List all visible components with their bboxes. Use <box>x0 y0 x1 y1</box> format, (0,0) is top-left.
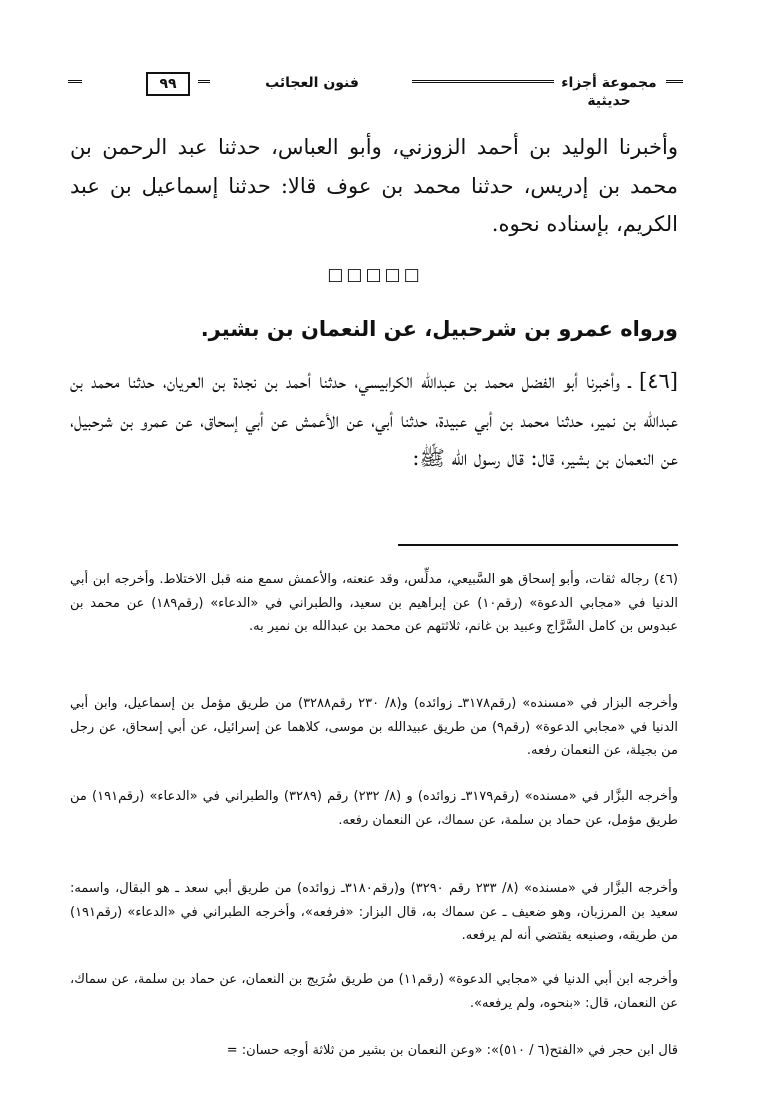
footnote: وأخرجه ابن أبي الدنيا في «مجابي الدعوة» (رقم١١) من طريق سُرَيج بن النعمان، عن حماد بن سلمة، عن سماك، عن النعمان، قال: «بنحوه، ولم يرفعه». <box>70 972 678 1011</box>
page-number: ٩٩ <box>146 72 190 96</box>
running-header <box>68 74 683 109</box>
header-rule <box>68 80 82 83</box>
footnote-separator <box>398 544 678 546</box>
book-title: فنون العجائب <box>265 75 359 91</box>
section-heading: ورواه عمرو بن شرحبيل، عن النعمان بن بشير. <box>200 317 678 341</box>
section-ornament: □□□□□ <box>327 265 423 285</box>
header-rule <box>412 80 554 83</box>
hadith-text: ـ وأخبرنا أبو الفضل محمد بن عبدالله الكرابيسي، حدثنا أحمد بن نجدة بن العريان، حدثنا محمد بن عبدالله بن نمير، حدثنا محمد بن أبي عبيدة، حدثنا أبي، عن الأعمش عن أبي إسحاق، عن عمرو بن شرحبيل، عن النعمان بن بشير، قال: قال رسول الله ﷺ: <box>70 369 678 470</box>
collection-title: مجموعة أجزاء حديثية <box>561 75 657 109</box>
header-rule <box>666 80 683 83</box>
footnote: وأخرجه البزار في «مسنده» (رقم٣١٧٨ـ زوائده) و(٨/ ٢٣٠ رقم٣٢٨٨) من طريق مؤمل بن إسماعيل، وابن أبي الدنيا في «مجابي الدعوة» (رقم٩) من طريق عبيدالله بن موسى، كلاهما عن إسرائيل، عن أبي إسحاق، عن رجل من بجيلة، عن النعمان رفعه. <box>70 696 679 759</box>
footnote: (٤٦) رجاله ثقات، وأبو إسحاق هو السَّبيعي، مدلِّس، وقد عنعنه، والأعمش سمع منه قبل الاختلاط. وأخرجه ابن أبي الدنيا في «مجابي الدعوة» (رقم١٠) عن إبراهيم بن سعيد، والطبراني في «الدعاء» (رقم١٨٩) عن محمد بن عبدوس بن كامل السَّرَّاج وعبيد بن غانم، ثلاثتهم عن محمد بن عبدالله بن نمير به. <box>70 572 678 635</box>
hadith-number: [٤٦] <box>639 369 678 393</box>
footnote: قال ابن حجر في «الفتح(٦ / ٥١٠)»: «وعن النعمان بن بشير من ثلاثة أوجه حسان: = <box>226 1043 678 1058</box>
footnote: وأخرجه البزَّار في «مسنده» (٨/ ٢٣٣ رقم ٣٢٩٠) و(رقم٣١٨٠ـ زوائده) من طريق أبي سعد ـ هو البقال، واسمه: سعيد بن المرزبان، وهو ضعيف ـ عن سماك به، قال البزار: «فرفعه»، وأخرجه الطبراني في «الدعاء» (رقم١٩١) من طريقه، وصنيعه يقتضي أنه لم يرفعه. <box>70 881 678 944</box>
body-paragraph: وأخبرنا الوليد بن أحمد الزوزني، وأبو العباس، حدثنا عبد الرحمن بن محمد بن إدريس، حدثنا محمد بن عوف قالا: حدثنا إسماعيل بن عبد الكريم، بإسناده نحوه. <box>70 135 678 236</box>
footnote: وأخرجه البزَّار في «مسنده» (رقم٣١٧٩ـ زوائده) و (٨/ ٢٣٢) رقم (٣٢٨٩) والطبراني في «الدعاء» (رقم١٩١) من طريق مؤمل، عن حماد بن سلمة، عن سماك، عن النعمان رفعه. <box>70 789 678 828</box>
hadith-paragraph <box>70 362 678 478</box>
header-rule <box>198 80 210 83</box>
